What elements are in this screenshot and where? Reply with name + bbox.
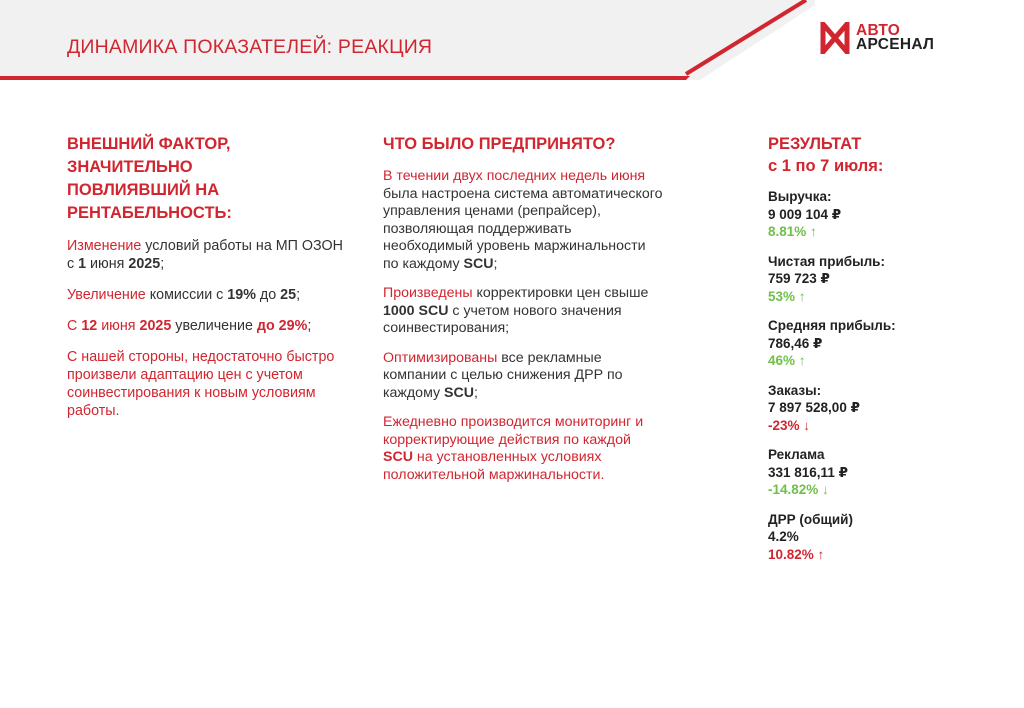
factor-number: 19% <box>227 287 256 303</box>
factor-text: ; <box>160 256 165 272</box>
action-text: все рекламные компании с целью снижения ДРР по каждому <box>383 349 623 401</box>
metric-revenue <box>768 188 998 241</box>
metric-net-profit <box>768 253 998 306</box>
factor-keyword: Увеличение <box>67 287 146 303</box>
action-keyword: Произведены <box>383 285 473 301</box>
logo-emblem-icon <box>820 22 850 54</box>
factor-item <box>67 237 352 273</box>
factor-number: 12 <box>81 318 98 334</box>
action-item <box>383 168 663 273</box>
action-text: с учетом нового значения соинвестирования; <box>383 302 622 336</box>
factor-keyword: Изменение <box>67 238 142 254</box>
factor-text: комиссии с <box>145 287 228 303</box>
factor-item <box>67 286 352 304</box>
metric-change: -23% ↓ <box>768 417 811 433</box>
action-text: ; <box>474 384 478 401</box>
metric-label: Реклама <box>768 447 825 462</box>
factor-number: до 29% <box>256 318 308 334</box>
action-term: SCU <box>383 449 413 465</box>
metric-label: ДРР (общий) <box>768 511 853 527</box>
factor-text: условий работы на МП ОЗОН с <box>67 238 343 272</box>
metric-change: 53% ↑ <box>768 288 806 304</box>
actions-column <box>383 133 663 496</box>
metric-change: 46% ↑ <box>768 353 806 368</box>
factor-number: 2025 <box>139 318 172 334</box>
brand-logo <box>820 22 934 54</box>
action-text: ; <box>493 255 498 272</box>
results-column <box>768 133 998 575</box>
metric-label: Заказы: <box>768 382 822 398</box>
factor-text: ; <box>307 318 312 334</box>
factor-item <box>67 317 352 335</box>
results-heading-number: 7 <box>820 157 830 175</box>
logo-text-line1: АВТО <box>856 22 901 39</box>
results-heading-line1: РЕЗУЛЬТАТ <box>768 135 862 153</box>
action-term: SCU <box>463 255 494 272</box>
results-heading <box>768 133 998 177</box>
metric-label: Выручка: <box>768 189 832 204</box>
factor-number: 2025 <box>128 256 161 272</box>
results-heading-text: июля: <box>829 157 884 175</box>
external-factor-column <box>67 133 352 433</box>
action-keyword: Оптимизированы <box>383 349 498 366</box>
action-text: на установленных условиях положительной маржинальности. <box>383 449 605 483</box>
metric-label: Средняя прибыль: <box>768 318 896 333</box>
action-keyword: В течении двух последних недель июня <box>383 168 646 184</box>
metric-value: 7 897 528,00 ₽ <box>768 400 860 415</box>
metric-label: Чистая прибыль: <box>768 253 885 269</box>
metric-change: 8.81% ↑ <box>768 224 817 239</box>
metric-drr-total <box>768 511 998 564</box>
action-text: была настроена система автоматического управления ценами (репрайсер), позволяющая поддерживать необходимый уровень маржинальности по каждому <box>383 185 663 272</box>
results-heading-text: по <box>790 157 821 175</box>
metric-value: 331 816,11 ₽ <box>768 464 848 480</box>
action-term: 1000 SCU <box>383 302 449 319</box>
metric-advertising <box>768 446 998 499</box>
metric-value: 4.2% <box>768 529 799 544</box>
results-heading-number: 1 <box>781 157 791 175</box>
action-item <box>383 285 663 338</box>
actions-heading: ЧТО БЫЛО ПРЕДПРИНЯТО? <box>383 135 616 153</box>
metric-orders <box>768 382 998 435</box>
factor-conclusion: С нашей стороны, недостаточно быстро произвели адаптацию цен с учетом соинвестирования к новым условиям работы. <box>67 349 335 419</box>
factor-text: ; <box>296 287 301 303</box>
logo-text-line2: АРСЕНАЛ <box>856 36 935 53</box>
metric-value: 786,46 ₽ <box>768 335 823 351</box>
factor-text: увеличение <box>171 318 257 334</box>
metric-change: 10.82% ↑ <box>768 546 825 562</box>
factor-number: 25 <box>280 287 297 303</box>
metric-change: -14.82% ↓ <box>768 482 829 497</box>
action-term: SCU <box>444 384 474 401</box>
factor-text: до <box>255 287 281 303</box>
factor-number: 1 <box>78 256 87 272</box>
factor-keyword: июня <box>97 318 140 334</box>
results-heading-text: с <box>768 157 782 175</box>
metric-value: 759 723 ₽ <box>768 271 830 286</box>
action-item <box>383 350 663 403</box>
metric-value: 9 009 104 ₽ <box>768 206 842 222</box>
page-title: ДИНАМИКА ПОКАЗАТЕЛЕЙ: РЕАКЦИЯ <box>67 36 433 58</box>
external-factor-heading: ВНЕШНИЙ ФАКТОР, ЗНАЧИТЕЛЬНО ПОВЛИЯВШИЙ НА РЕНТАБЕЛЬНОСТЬ: <box>67 135 232 222</box>
factor-keyword: С <box>67 318 82 334</box>
action-text: корректировки цен свыше <box>472 285 649 301</box>
metric-average-profit <box>768 317 998 370</box>
action-text: Ежедневно производится мониторинг и корректирующие действия по каждой <box>383 414 644 448</box>
factor-text: июня <box>86 256 129 272</box>
action-item <box>383 414 663 484</box>
